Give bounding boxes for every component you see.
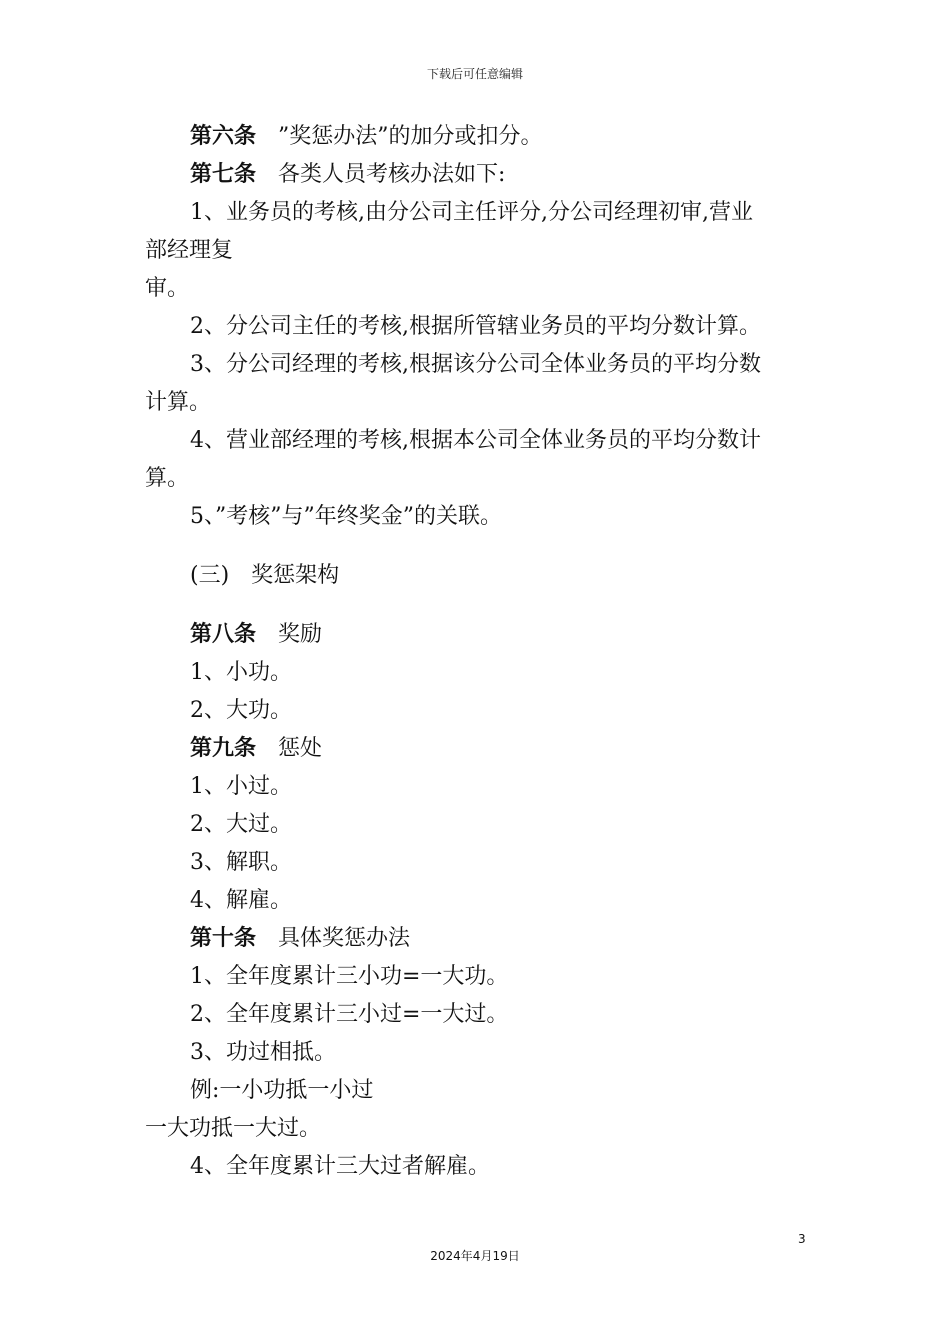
article-7-item-3-line-2: 计算。	[145, 390, 212, 415]
article-10-item-1: 1、全年度累计三小功=一大功。	[190, 964, 509, 989]
article-6-label: 第六条	[190, 124, 257, 149]
article-10-item-3: 3、功过相抵。	[190, 1040, 336, 1065]
article-7-item-4-line-2: 算。	[145, 466, 190, 491]
article-8-text: 奖励	[256, 622, 323, 647]
article-10-example-line-1: 例:一小功抵一小过	[190, 1078, 374, 1103]
article-7-item-1-line-1: 1、业务员的考核,由分公司主任评分,分公司经理初审,营业	[190, 200, 753, 225]
article-9-item-4: 4、解雇。	[190, 888, 292, 913]
article-9	[145, 730, 797, 768]
article-7-item-1-line-2: 部经理复	[145, 238, 234, 263]
article-7-item-5: 5、”考核”与”年终奖金”的关联。	[190, 504, 502, 529]
article-9-label: 第九条	[190, 736, 257, 761]
article-10-label: 第十条	[190, 926, 257, 951]
article-6	[145, 118, 797, 156]
article-7	[145, 156, 797, 194]
article-10-item-2: 2、全年度累计三小过=一大过。	[190, 1002, 509, 1027]
article-10-example-line-2: 一大功抵一大过。	[145, 1116, 322, 1141]
article-10-text: 具体奖惩办法	[256, 926, 411, 951]
article-9-text: 惩处	[256, 736, 323, 761]
page-header: 下载后可任意编辑	[426, 67, 523, 81]
article-7-item-2: 2、分公司主任的考核,根据所管辖业务员的平均分数计算。	[190, 314, 761, 339]
article-9-item-3: 3、解职。	[190, 850, 292, 875]
article-10-item-4: 4、全年度累计三大过者解雇。	[190, 1154, 490, 1179]
document-body	[145, 118, 797, 1186]
article-8-label: 第八条	[190, 622, 257, 647]
article-7-item-4-line-1: 4、营业部经理的考核,根据本公司全体业务员的平均分数计	[190, 428, 761, 453]
article-7-item-1-line-3: 审。	[145, 276, 190, 301]
article-8-item-2: 2、大功。	[190, 698, 292, 723]
article-9-item-2: 2、大过。	[190, 812, 292, 837]
page-number: 3	[798, 1232, 806, 1246]
section-3-heading: (三) 奖惩架构	[190, 563, 340, 588]
article-7-label: 第七条	[190, 162, 257, 187]
article-7-text: 各类人员考核办法如下:	[256, 162, 506, 187]
article-8-item-1: 1、小功。	[190, 660, 292, 685]
article-9-item-1: 1、小过。	[190, 774, 292, 799]
article-10	[145, 920, 797, 958]
article-6-text: ”奖惩办法”的加分或扣分。	[256, 124, 543, 149]
page-footer-date: 2024年4月19日	[430, 1249, 520, 1263]
article-7-item-3-line-1: 3、分公司经理的考核,根据该分公司全体业务员的平均分数	[190, 352, 761, 377]
article-8	[145, 616, 797, 654]
